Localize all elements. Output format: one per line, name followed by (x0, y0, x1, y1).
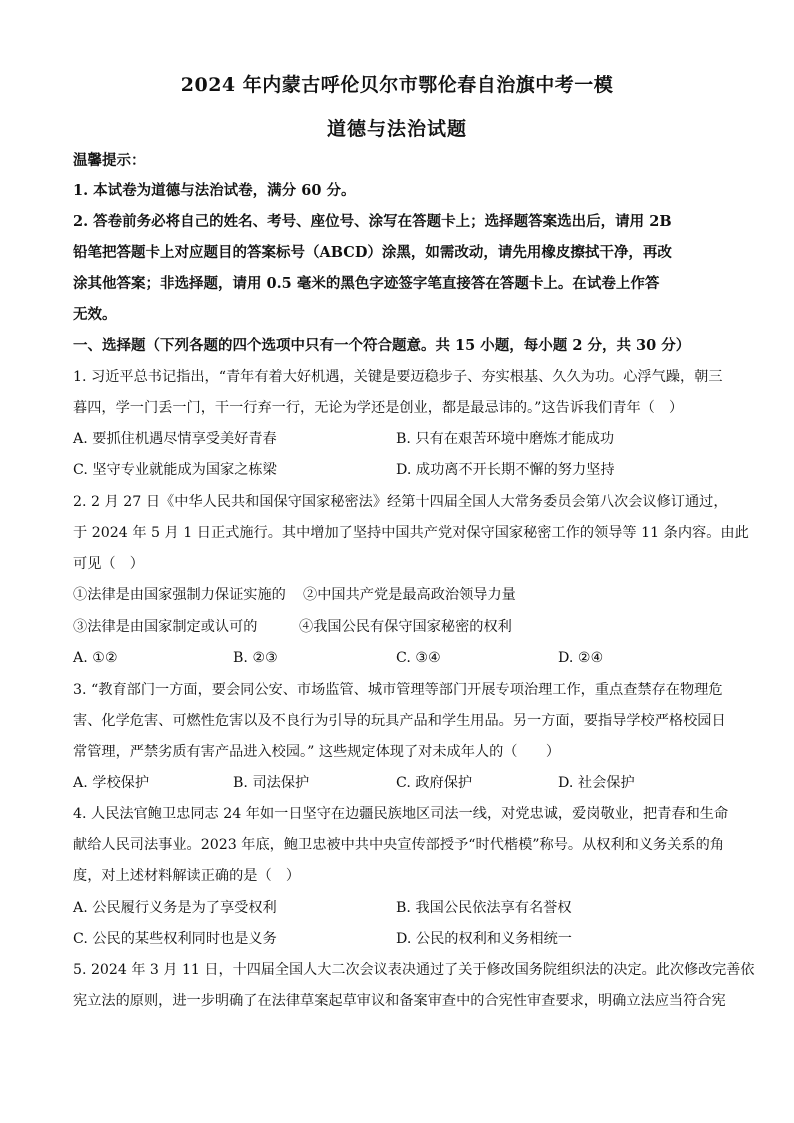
q2-option-a: A. ①② (73, 650, 118, 666)
section-heading: 一、选择题（下列各题的四个选项中只有一个符合题意。共 15 小题，每小题 2 分，共 30 分） (73, 337, 691, 354)
q3-option-d: D. 社会保护 (558, 775, 635, 791)
question-2-line: 于 2024 年 5 月 1 日正式施行。其中增加了坚持中国共产党对保守国家秘密工作的领导等 11 条内容。由此 (73, 525, 749, 541)
q2-option-d: D. ②④ (558, 650, 604, 666)
q3-option-b: B. 司法保护 (233, 775, 310, 791)
q1-option-a: A. 要抓住机遇尽情享受美好青春 (73, 431, 277, 447)
question-1-line: 暮四，学一门丢一门，干一行弃一行，无论为学还是创业，都是最忌讳的。”这告诉我们青年（ ） (73, 400, 684, 416)
q4-option-c: C. 公民的某些权利同时也是义务 (73, 931, 277, 947)
question-2-line: 2. 2 月 27 日《中华人民共和国保守国家秘密法》经第十四届全国人大常务委员会第八次会议修订通过， (73, 494, 728, 510)
q2-option-b: B. ②③ (233, 650, 278, 666)
question-3-line: 3. “教育部门一方面，要会同公安、市场监管、城市管理等部门开展专项治理工作，重点查禁存在物理危 (73, 682, 723, 698)
question-1-line: 1. 习近平总书记指出，“青年有着大好机遇，关键是要迈稳步子、夯实根基、久久为功。心浮气躁，朝三 (73, 369, 723, 385)
exam-title: 2024 年内蒙古呼伦贝尔市鄂伦春自治旗中考一模 (180, 74, 614, 96)
q2-option-c: C. ③④ (396, 650, 441, 666)
notice-heading: 温馨提示： (73, 152, 146, 169)
q1-option-d: D. 成功离不开长期不懈的努力坚持 (396, 462, 615, 478)
question-3-line: 常管理，严禁劣质有害产品进入校园。” 这些规定体现了对未成年人的（ ） (73, 744, 561, 760)
question-5-line: 5. 2024 年 3 月 11 日，十四届全国人大二次会议表决通过了关于修改国务院组织法的决定。此次修改完善依 (73, 962, 755, 978)
q2-statement-3: ③法律是由国家制定或认可的 (73, 619, 258, 635)
q4-option-b: B. 我国公民依法享有名誉权 (396, 900, 572, 916)
q2-statement-1: ①法律是由国家强制力保证实施的 (73, 587, 286, 603)
q1-option-c: C. 坚守专业就能成为国家之栋梁 (73, 462, 277, 478)
notice-line: 1. 本试卷为道德与法治试卷，满分 60 分。 (73, 182, 356, 199)
q1-option-b: B. 只有在艰苦环境中磨炼才能成功 (396, 431, 615, 447)
question-4-line: 4. 人民法官鲍卫忠同志 24 年如一日坚守在边疆民族地区司法一线，对党忠诚，爱岗敬业，把青春和生命 (73, 806, 729, 822)
question-2-line: 可见（ ） (73, 556, 144, 572)
question-4-line: 度，对上述材料解读正确的是（ ） (73, 868, 301, 884)
question-5-line: 宪立法的原则，进一步明确了在法律草案起草审议和备案审查中的合宪性审查要求，明确立法应当符合宪 (73, 993, 726, 1009)
notice-line: 涂其他答案；非选择题，请用 0.5 毫米的黑色字迹签字笔直接答在答题卡上。在试卷上作答 (73, 275, 660, 292)
notice-line: 铅笔把答题卡上对应题目的答案标号（ABCD）涂黑，如需改动，请先用橡皮擦拭干净，再改 (73, 244, 672, 261)
notice-line: 2. 答卷前务必将自己的姓名、考号、座位号、涂写在答题卡上；选择题答案选出后，请用 2B (73, 213, 672, 230)
q3-option-a: A. 学校保护 (73, 775, 150, 791)
q4-option-a: A. 公民履行义务是为了享受权利 (73, 900, 277, 916)
notice-line: 无效。 (73, 306, 117, 323)
exam-subject-title: 道德与法治试题 (326, 118, 467, 140)
q2-statement-2: ②中国共产党是最高政治领导力量 (303, 587, 516, 603)
q3-option-c: C. 政府保护 (396, 775, 473, 791)
q4-option-d: D. 公民的权利和义务相统一 (396, 931, 572, 947)
question-3-line: 害、化学危害、可燃性危害以及不良行为引导的玩具产品和学生用品。另一方面，要指导学校严格校园日 (73, 713, 726, 729)
q2-statement-4: ④我国公民有保守国家秘密的权利 (299, 619, 512, 635)
question-4-line: 献给人民司法事业。2023 年底，鲍卫忠被中共中央宣传部授予“时代楷模”称号。从权利和义务关系的角 (73, 837, 725, 853)
